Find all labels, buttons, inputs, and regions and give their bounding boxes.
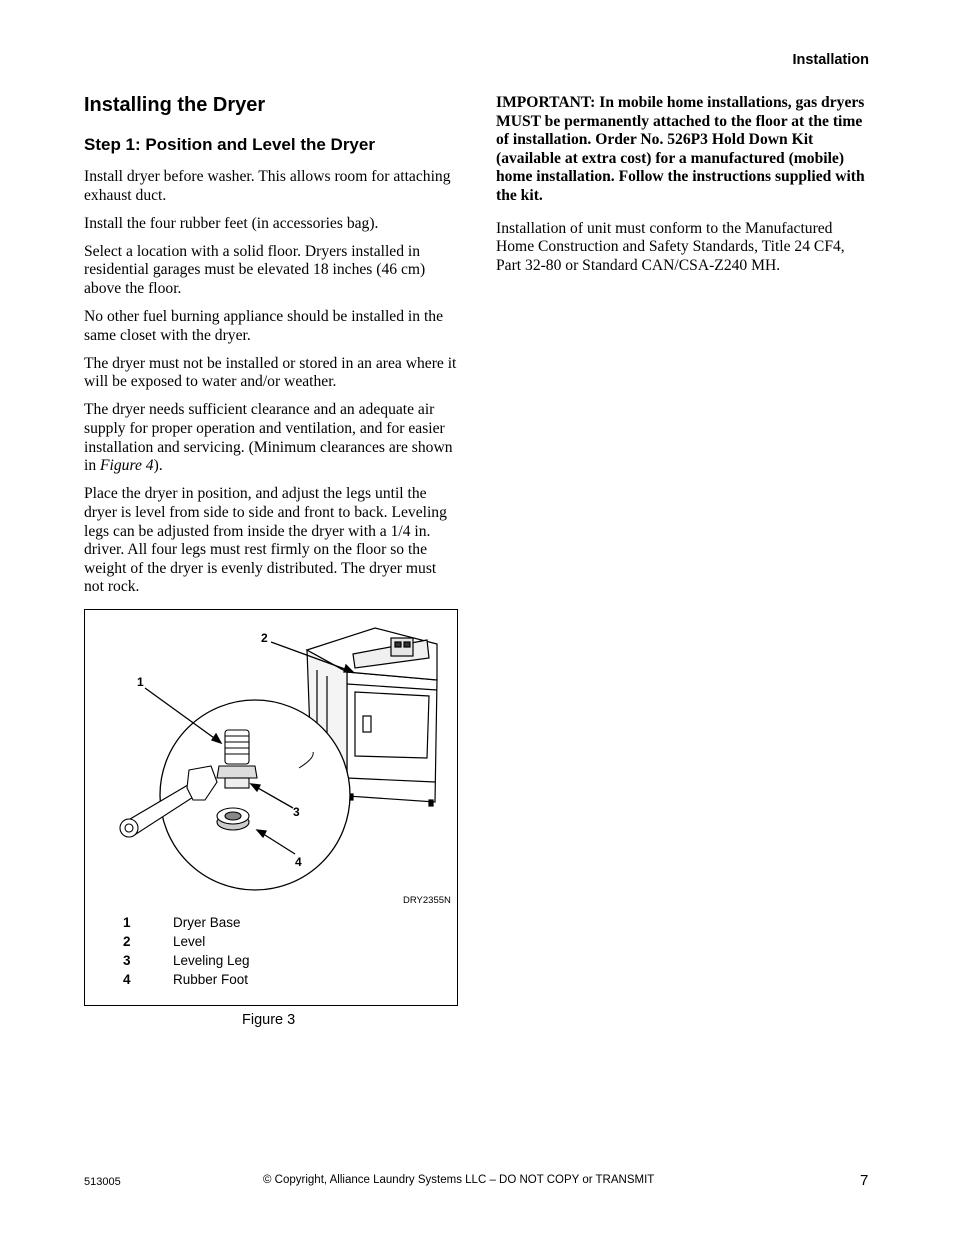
legend-row [123, 951, 250, 970]
doc-number: 513005 [84, 1176, 121, 1188]
paragraph: Select a location with a solid floor. Dryers installed in residential garages must be elevated 18 inches (46 cm) above the floor. [84, 242, 426, 297]
leveling-illustration [85, 610, 457, 900]
paragraph: No other fuel burning appliance should be installed in the same closet with the dryer. [84, 308, 443, 344]
paragraph: Install dryer before washer. This allows room for attaching exhaust duct. [84, 168, 451, 204]
rubber-foot-icon [217, 808, 249, 830]
clearance-text: The dryer needs sufficient clearance and an adequate air supply for proper operation and ventilation, and for easier installation and servicing. (Minimum clearances are shown in [84, 401, 453, 475]
running-header: Installation [792, 52, 869, 68]
legend-label: Leveling Leg [173, 953, 250, 968]
figure-legend [123, 913, 250, 989]
legend-number: 4 [123, 972, 131, 987]
legend-label: Dryer Base [173, 915, 241, 930]
standards-paragraph: Installation of unit must conform to the Manufactured Home Construction and Safety Standards, Title 24 CF4, Part 32-80 or Standard CAN/CSA-Z240 MH. [496, 219, 845, 274]
paragraph: The dryer must not be installed or stored in an area where it will be exposed to water and/or weather. [84, 354, 457, 391]
legend-number: 2 [123, 934, 131, 949]
figure-code: DRY2355N [403, 895, 451, 906]
figure-caption: Figure 3 [242, 1012, 296, 1028]
callout-4: 4 [295, 855, 302, 869]
important-notice: IMPORTANT: In mobile home installations, gas dryers MUST be permanently attached to the floor at the time of installation. Order No. 526P3 Hold Down Kit (available at extra cost) for a manufactured (mobile) home installation. Follow the instructions supplied with the kit. [496, 94, 865, 204]
legend-row [123, 913, 250, 932]
clearance-text-end: ). [153, 457, 163, 475]
right-column [496, 94, 870, 285]
level-paragraph: Place the dryer in position, and adjust the legs until the dryer is level from side to side and front to back. Leveling legs can be adjusted from inside the dryer with a 1/4 in. driver. All four legs must rest firmly on the floor so the weight of the dryer is evenly distributed. The dryer must not rock. [84, 485, 447, 596]
page-title: Installing the Dryer [84, 94, 266, 116]
legend-row [123, 932, 250, 951]
callout-2: 2 [261, 631, 268, 645]
figure-reference-link[interactable]: Figure 4 [100, 457, 154, 475]
callout-1: 1 [137, 675, 144, 689]
legend-label: Rubber Foot [173, 972, 249, 987]
left-column [84, 92, 458, 606]
step-heading: Step 1: Position and Level the Dryer [84, 135, 375, 154]
paragraph: Install the four rubber feet (in accessories bag). [84, 214, 379, 232]
legend-row [123, 970, 250, 989]
legend-number: 3 [123, 953, 131, 968]
legend-label: Level [173, 934, 206, 949]
clearance-paragraph [84, 401, 458, 475]
figure-3-box [84, 609, 458, 1006]
page-number: 7 [860, 1172, 869, 1189]
callout-3: 3 [293, 805, 300, 819]
legend-number: 1 [123, 915, 131, 930]
copyright-notice: © Copyright, Alliance Laundry Systems LLC – DO NOT COPY or TRANSMIT [263, 1174, 655, 1186]
